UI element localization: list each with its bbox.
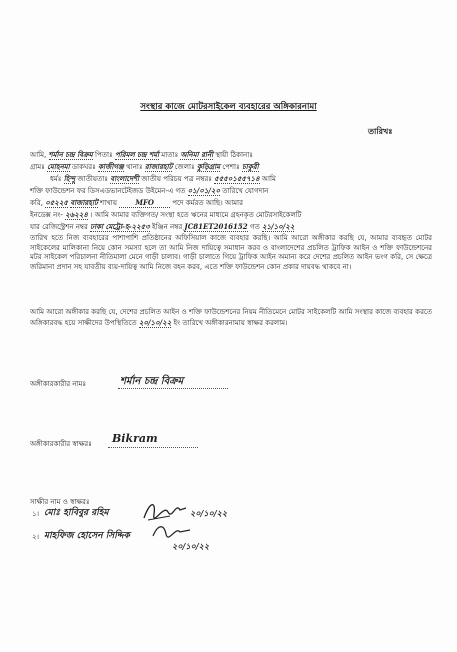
field-name: শর্মান চন্দ্র বিক্রম (48, 150, 93, 159)
label-kori: করি, (30, 199, 43, 207)
label-ami: আমি, (30, 151, 47, 159)
pledge-paragraph-2-text: আমি আরো অঙ্গীকার করছি যে, দেশের প্রচলিত আইন ও শক্তি ফাউন্ডেশনের নিয়ম নীতিমেনে মোটর সাইকেলটি আমি সংস্থার কাজে ব্যবহার করতে অঙ্গিকারবদ্ধ হয়ে সাক্ষীদের উপস্থিতিতে (30, 308, 432, 327)
witness-1-name: মোঃ হাবিবুর রহিম (44, 508, 109, 518)
field-occupation: চাকুরী (242, 162, 259, 171)
field-mother: অনিমা রানী (180, 150, 214, 159)
form-line-4 (30, 186, 432, 196)
label-since: গত (249, 223, 260, 231)
pledger-name-line (118, 388, 228, 389)
label-branch: শাখায় (100, 199, 117, 207)
field-post-title: MFO (119, 198, 170, 208)
label-joined: শক্তি ফাউন্ডেশন ফর ডিসএডভানটেইজড উইমেন-এ গত (30, 187, 186, 195)
witness-1-date: ২০/১০/২২ (190, 508, 228, 518)
field-engine: JC81ET2016152 (184, 222, 248, 231)
field-thana: রাজারহাট (144, 162, 173, 171)
field-index: ২৬২২৪ (65, 210, 88, 219)
pledger-signature: Bikram (112, 432, 158, 445)
pledger-sign-line (108, 447, 198, 448)
label-index: ইনডেক্স নং- (30, 211, 63, 219)
date-label: তারিখঃ (368, 127, 393, 136)
form-line-7 (30, 222, 432, 232)
pledger-name-label: অঙ্গীকারকারীর নামঃ (30, 380, 87, 388)
label-motorcycle: । আমি আমার ব্যক্তিগত/ সংস্থা হতে ঋনের মাধ্যমে গ্রহনকৃত মোটরসাইকেলটি (90, 211, 302, 219)
label-nationality: জাতীয়তাঃ (77, 175, 108, 183)
pledger-name-value: শর্মান চন্দ্র বিক্রম (120, 376, 184, 387)
field-nid: ৫৫৫০১৫৫৭১৪ (214, 174, 260, 183)
pledger-sign-label: অঙ্গীকারকারীর স্বাক্ষরঃ (30, 440, 92, 448)
label-joined-2: তারিখে যোগদান (222, 187, 269, 195)
label-village: গ্রামঃ (30, 163, 45, 171)
form-line-1 (30, 150, 432, 160)
form-line-3 (30, 174, 432, 184)
witness-2-name: মাহফিজ হোসেন সিদ্দিক (44, 531, 130, 541)
witness-2-date: ২০/১০/২২ (172, 541, 210, 551)
pledge-paragraph-2 (30, 308, 432, 328)
field-pledge-date: ২০/১০/২২ (138, 317, 172, 327)
form-line-6 (30, 210, 432, 220)
label-nid: জাতীয় পরিচয় পত্র নম্বরঃ (141, 175, 212, 183)
field-registration: ঢাকা মেট্রো-হ-২২৫৩ (90, 222, 150, 231)
label-district: জেলাঃ (174, 163, 195, 171)
label-post-title: পদে কর্মরত আছি। আমার (172, 199, 243, 207)
pledge-paragraph-1: তারিখ হতে নিজ ব্যবহারের পাশাপাশি প্রতিষ্ঠানের অফিসিয়াল কাজে ব্যবহার করছি। আমি আরো অঙ্গীকার করছি যে, আমার ব্যবহৃত মোটর সাইকেলের মালিকানা নিয়ে কোন সমস্যা হলে তা আমি নিজ দায়িত্বে সমাধান করব ও বাংলাদেশের প্রচলিত ট্রাফিক আইন ও শক্তি ফাউন্ডেশনের মটর সাইকেল পরিচালনা নীতিমালা মেনে গাড়ী চালাব। গাড়ী চালাতে গিয়ে ট্রাফিক আইন অমান্য করে দেশের প্রচলিত আইন ভংগ করি, সে ক্ষেত্রে জরিমানা প্রদান সহ যাবতীয় ব্যয়-দায়িত্ব আমি নিজে বহন করব, এতে শক্তি ফাউন্ডেশন কোন প্রকার দায়বদ্ধ থাকবে না। (30, 234, 432, 271)
field-nationality: বাংলাদেশী (110, 174, 140, 183)
label-post: ডাকঘরঃ (71, 163, 96, 171)
witness-2-num: ২। (32, 533, 40, 541)
label-father: পিতাঃ (94, 151, 113, 159)
pledge-paragraph-2-end: ইং তারিখে অঙ্গীকারনামায় স্বাক্ষর করলাম। (173, 318, 288, 327)
form-line-5 (30, 198, 432, 208)
field-since-date: ২১/১০/২২ (261, 222, 295, 231)
label-occupation: পেশাঃ (222, 163, 240, 171)
label-religion: ধর্মঃ (50, 175, 62, 183)
label-registration: যার রেজিস্ট্রেশন নম্বর (30, 223, 88, 231)
label-thana: থানাঃ (126, 163, 143, 171)
witness-label: সাক্ষীর নাম ও স্বাক্ষরঃ (30, 498, 90, 506)
field-branch: বাজারহাট (70, 198, 98, 207)
label-mother: মাতাঃ (161, 151, 179, 159)
label-ami-2: আমি (261, 175, 276, 183)
field-village: মোহনমা (47, 162, 70, 171)
field-father: পরিমল চন্দ্র শর্মা (114, 150, 160, 159)
field-branch-code: ০৫২২৫ (45, 198, 68, 207)
label-engine: ইঞ্জিন নম্বর (151, 223, 183, 231)
field-joined-date: ০১/০১/২০ (187, 186, 221, 195)
field-post: কাজীগঞ্জ (98, 162, 124, 171)
field-religion: হিন্দু (63, 174, 76, 183)
document-title: সংস্থার কাজে মোটরসাইকেল ব্যবহারের অঙ্গিকারনামা (140, 102, 317, 112)
label-address: স্থায়ী ঠিকানাঃ (215, 151, 254, 159)
witness-2-signature (150, 520, 194, 542)
witness-1-num: ১। (32, 510, 40, 518)
form-line-2 (30, 162, 432, 172)
field-district: কুড়িগ্রাম (197, 162, 221, 171)
